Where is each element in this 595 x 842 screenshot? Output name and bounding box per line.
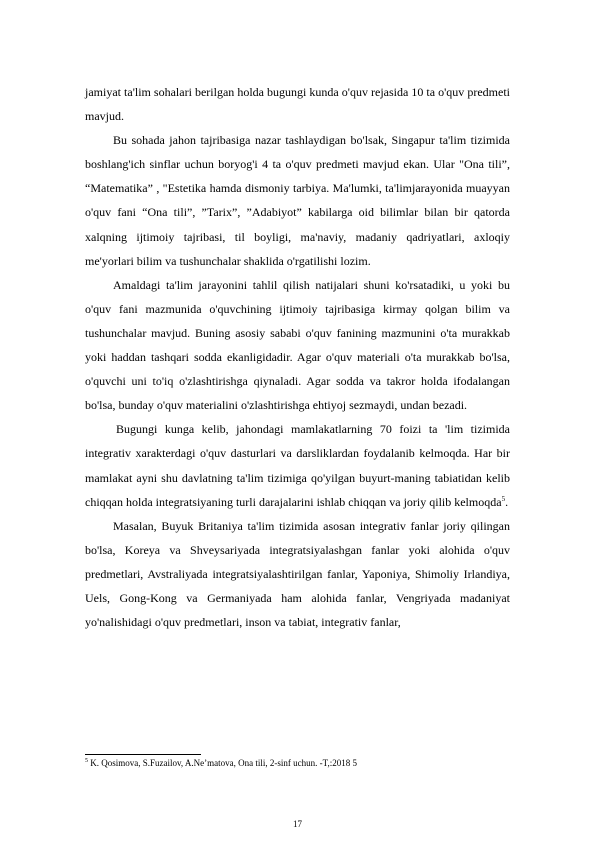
paragraph-analysis: Amaldagi ta'lim jarayonini tahlil qilish natijalari shuni ko'rsatadiki, u yoki bu o'quv fani mazmunida o'quvchining ijtimoiy tajribasiga kirmay qolgan bilim va tushunchalar mavjud. Buning asosiy sababi o'quv fanining mazmunini o'ta murakkab yoki haddan tashqari sodda ekanligidadir. Agar o'quv materiali o'ta murakkab bo'lsa, o'quvchi uni to'iq o'zlashtirishga qiynaladi. Agar sodda va takror holda ifodalangan bo'lsa, bunday o'quv materialini o'zlashtirishga ehtiyoj sezmaydi, undan bezadi. (85, 277, 510, 413)
footnote-text: K. Qosimova, S.Fuzailov, A.Ne’matova, Ona tili, 2-sinf uchun. -T,:2018 5 (88, 758, 357, 768)
paragraph-continuation: jamiyat ta'lim sohalari berilgan holda bugungi kunda o'quv rejasida 10 ta o'quv predmeti mavjud. (85, 85, 510, 124)
paragraph-integration: Bugungi kunga kelib, jahondagi mamlakatlarning 70 foizi ta 'lim tizimida integrativ xarakterdagi o'quv dasturlari va darsliklardan foydalanib kelmoqda. Har bir mamlakat ayni shu davlatning ta'lim tizimiga qo'yilgan buyurt-maning tabiatidan kelib chiqqan holda integratsiyaning turli darajalarini ishlab chiqqan va joriy qilib kelmoqda$^5$. (85, 422, 510, 509)
paragraph-examples: Masalan, Buyuk Britaniya ta'lim tizimida asosan integrativ fanlar joriy qilingan bo'lsa, Koreya va Shveysariyada integratsiyalashgan fanlar yoki alohida o'quv predmetlari, Avstraliyada integratsiyalashtirilgan fanlar, Yaponiya, Shimoliy Irlandiya, Uels, Gong-Kong va Germaniyada ham alohida fanlar, Vengriyada madaniyat yo'nalishidagi o'quv predmetlari, inson va tabiat, integrativ fanlar, (85, 518, 510, 630)
footnote-reference[interactable]: 5 (501, 494, 506, 503)
paragraph-singapore: Bu sohada jahon tajribasiga nazar tashlaydigan bo'lsak, Singapur ta'lim tizimida boshlang'ich sinflar uchun boryog'i 4 ta o'quv predmeti mavjud ekan. Ular "Ona tili”, “Matematika” , "Estetika hamda dismoniy tarbiya. Ma'lumki, ta'limjarayonida muayyan o'quv fani “Ona tili”, ”Tarix”, ”Adabiyot” kabilarga oid bilimlar bilan bir qatorda xalqning ijtimoiy tajribasi, til boyligi, ma'naviy, madaniy qadriyatlari, axloqiy me'yorlari bilim va tushunchalar shaklida o'rgatilishi lozim. (85, 133, 510, 268)
body-text (85, 80, 510, 634)
footnote (85, 757, 515, 769)
footnote-divider (85, 754, 201, 755)
page-number: 17 (293, 819, 302, 829)
footnote-number: 5 (85, 758, 88, 764)
paragraph-integration-text: Bugungi kunga kelib, jahondagi mamlakatlarning 70 foizi ta 'lim tizimida integrativ xarakterdagi o'quv dasturlari va darsliklardan foydalanib kelmoqda. Har bir mamlakat ayni shu davlatning ta'lim tizimiga qo'yilgan buyurt-maning tabiatidan kelib chiqqan holda integratsiyaning turli darajalarini ishlab chiqqan va joriy qilib kelmoqda (85, 422, 510, 509)
